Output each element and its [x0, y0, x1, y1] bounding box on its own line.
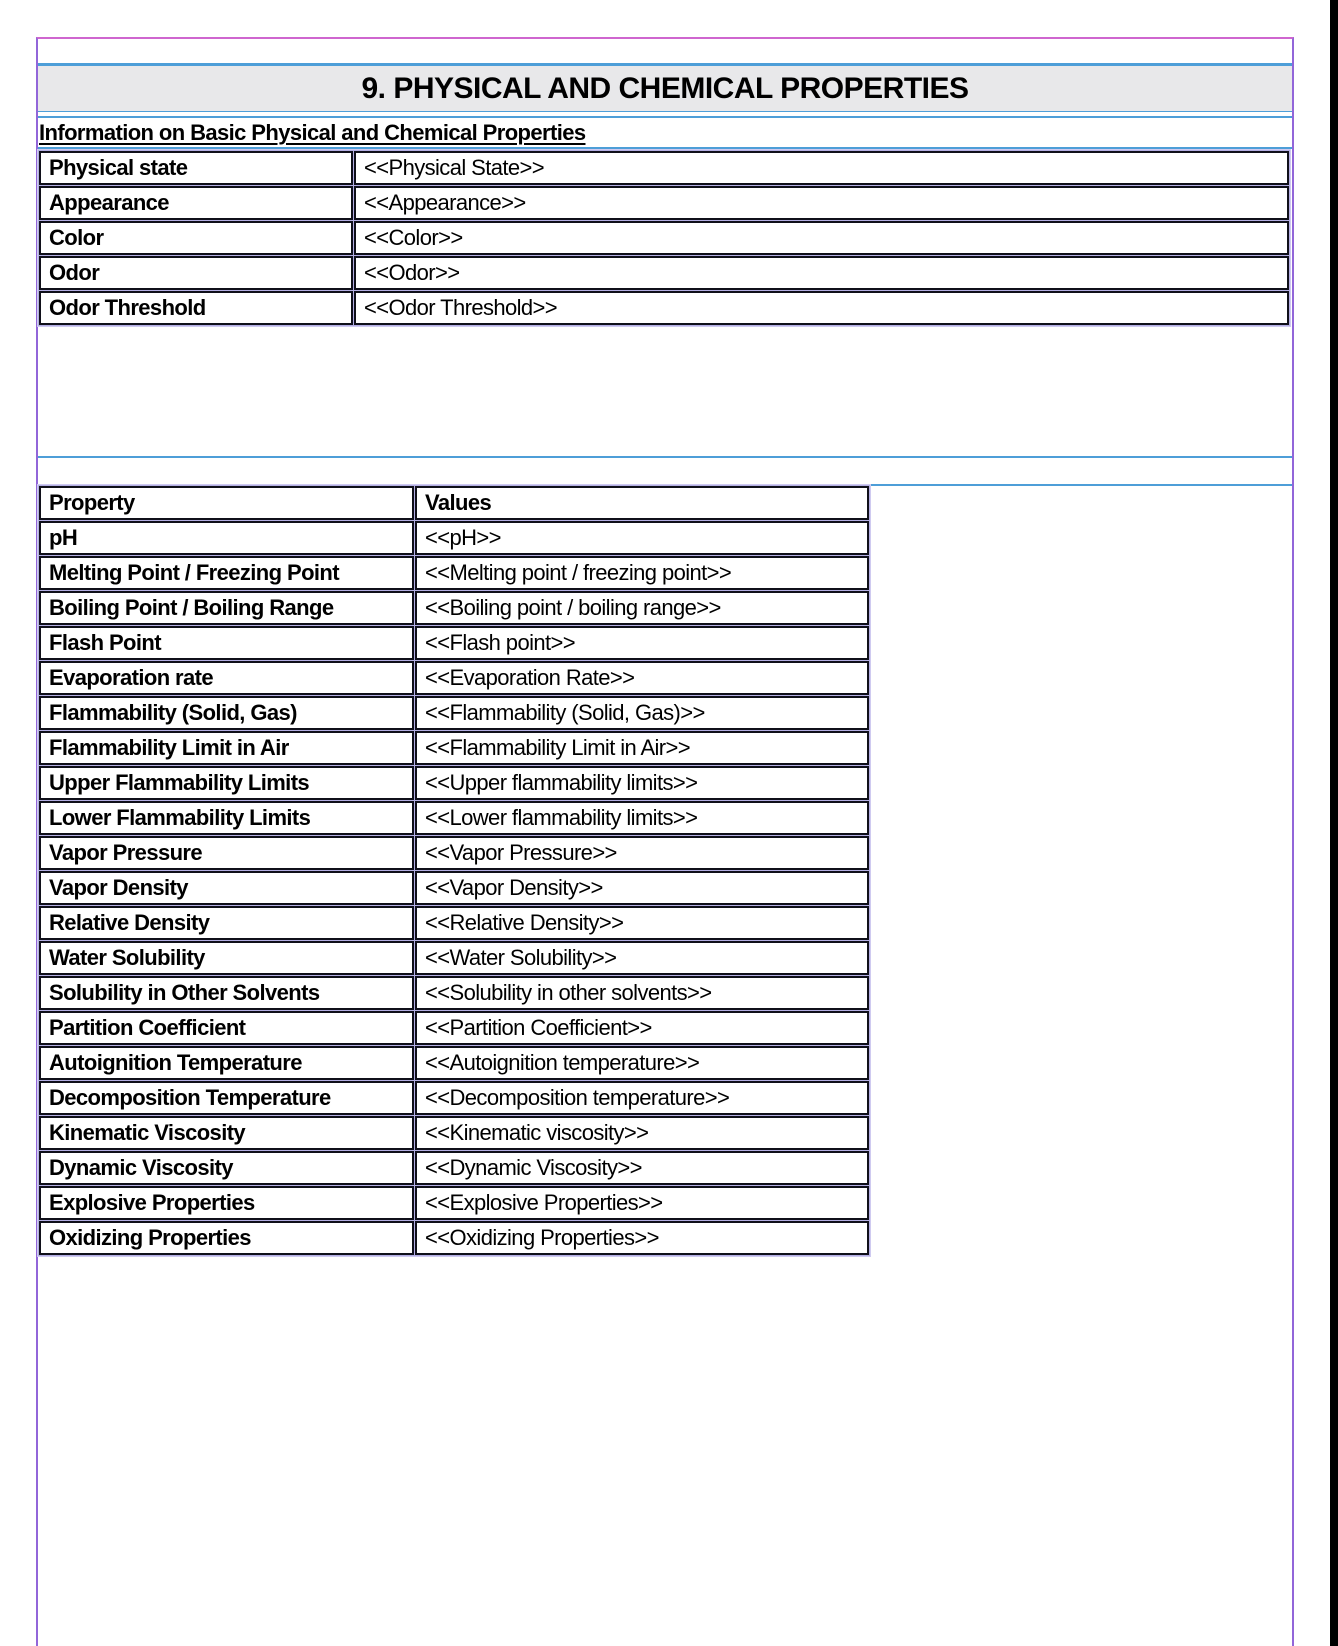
property-value-cell: <<Boiling point / boiling range>>	[415, 591, 869, 625]
property-label-cell: Decomposition Temperature	[39, 1081, 414, 1115]
properties-values-table	[38, 485, 870, 1256]
gridline	[38, 147, 1292, 149]
property-label-cell: Lower Flammability Limits	[39, 801, 414, 835]
property-label-cell: Oxidizing Properties	[39, 1221, 414, 1255]
property-label-cell: Autoignition Temperature	[39, 1046, 414, 1080]
basic-properties-table	[38, 150, 1290, 326]
property-label-cell: Relative Density	[39, 906, 414, 940]
table-row	[39, 941, 869, 975]
property-label-cell: Explosive Properties	[39, 1186, 414, 1220]
table-row	[39, 801, 869, 835]
property-value-cell: <<Evaporation Rate>>	[415, 661, 869, 695]
table-row	[39, 1081, 869, 1115]
table-row	[39, 556, 869, 590]
property-label-cell: Dynamic Viscosity	[39, 1151, 414, 1185]
table-row	[39, 186, 1289, 220]
table-row	[39, 906, 869, 940]
property-value-cell: <<Autoignition temperature>>	[415, 1046, 869, 1080]
property-label-cell: pH	[39, 521, 414, 555]
property-value-cell: <<Odor>>	[354, 256, 1289, 290]
property-value-cell: <<Water Solubility>>	[415, 941, 869, 975]
property-value-cell: <<Odor Threshold>>	[354, 291, 1289, 325]
section-title: 9. PHYSICAL AND CHEMICAL PROPERTIES	[361, 71, 969, 105]
property-label-cell: Water Solubility	[39, 941, 414, 975]
property-label-cell: Kinematic Viscosity	[39, 1116, 414, 1150]
table-row	[39, 151, 1289, 185]
property-label-cell: Vapor Pressure	[39, 836, 414, 870]
property-label-cell: Evaporation rate	[39, 661, 414, 695]
property-label-cell: Odor Threshold	[39, 291, 353, 325]
property-value-cell: <<Dynamic Viscosity>>	[415, 1151, 869, 1185]
property-label-cell: Physical state	[39, 151, 353, 185]
property-value-cell: <<Appearance>>	[354, 186, 1289, 220]
property-value-cell: <<Solubility in other solvents>>	[415, 976, 869, 1010]
table-row	[39, 521, 869, 555]
property-value-cell: <<Partition Coefficient>>	[415, 1011, 869, 1045]
table-row	[39, 766, 869, 800]
gridline	[38, 456, 1292, 458]
table-header-row	[39, 486, 869, 520]
table-row	[39, 591, 869, 625]
property-label-cell: Partition Coefficient	[39, 1011, 414, 1045]
property-value-cell: <<Flammability (Solid, Gas)>>	[415, 696, 869, 730]
property-column-header: Property	[39, 486, 414, 520]
property-label-cell: Melting Point / Freezing Point	[39, 556, 414, 590]
property-label-cell: Solubility in Other Solvents	[39, 976, 414, 1010]
table-row	[39, 291, 1289, 325]
section-header-band	[38, 65, 1292, 112]
property-value-cell: <<Relative Density>>	[415, 906, 869, 940]
table-row	[39, 871, 869, 905]
page-border-box	[36, 37, 1294, 1646]
table-row	[39, 626, 869, 660]
property-label-cell: Vapor Density	[39, 871, 414, 905]
table-row	[39, 1011, 869, 1045]
property-value-cell: <<Oxidizing Properties>>	[415, 1221, 869, 1255]
property-label-cell: Color	[39, 221, 353, 255]
property-value-cell: <<Vapor Density>>	[415, 871, 869, 905]
table-row	[39, 976, 869, 1010]
table-row	[39, 1221, 869, 1255]
table-row	[39, 731, 869, 765]
property-label-cell: Boiling Point / Boiling Range	[39, 591, 414, 625]
property-label-cell: Upper Flammability Limits	[39, 766, 414, 800]
table-row	[39, 661, 869, 695]
table-row	[39, 221, 1289, 255]
property-value-cell: <<Decomposition temperature>>	[415, 1081, 869, 1115]
property-label-cell: Flammability (Solid, Gas)	[39, 696, 414, 730]
property-value-cell: <<Physical State>>	[354, 151, 1289, 185]
table-row	[39, 1186, 869, 1220]
property-value-cell: <<Color>>	[354, 221, 1289, 255]
property-value-cell: <<Explosive Properties>>	[415, 1186, 869, 1220]
property-value-cell: <<Upper flammability limits>>	[415, 766, 869, 800]
table-row	[39, 836, 869, 870]
property-value-cell: <<Lower flammability limits>>	[415, 801, 869, 835]
property-label-cell: Appearance	[39, 186, 353, 220]
table-row	[39, 1151, 869, 1185]
property-value-cell: <<Flash point>>	[415, 626, 869, 660]
values-column-header: Values	[415, 486, 869, 520]
table-row	[39, 696, 869, 730]
subsection-heading: Information on Basic Physical and Chemical Properties	[39, 120, 586, 145]
property-value-cell: <<Kinematic viscosity>>	[415, 1116, 869, 1150]
property-value-cell: <<Vapor Pressure>>	[415, 836, 869, 870]
property-value-cell: <<Melting point / freezing point>>	[415, 556, 869, 590]
property-value-cell: <<Flammability Limit in Air>>	[415, 731, 869, 765]
right-edge-bar	[1330, 0, 1338, 1646]
table-row	[39, 1116, 869, 1150]
table-row	[39, 1046, 869, 1080]
property-label-cell: Flash Point	[39, 626, 414, 660]
property-label-cell: Odor	[39, 256, 353, 290]
property-label-cell: Flammability Limit in Air	[39, 731, 414, 765]
table-row	[39, 256, 1289, 290]
property-value-cell: <<pH>>	[415, 521, 869, 555]
